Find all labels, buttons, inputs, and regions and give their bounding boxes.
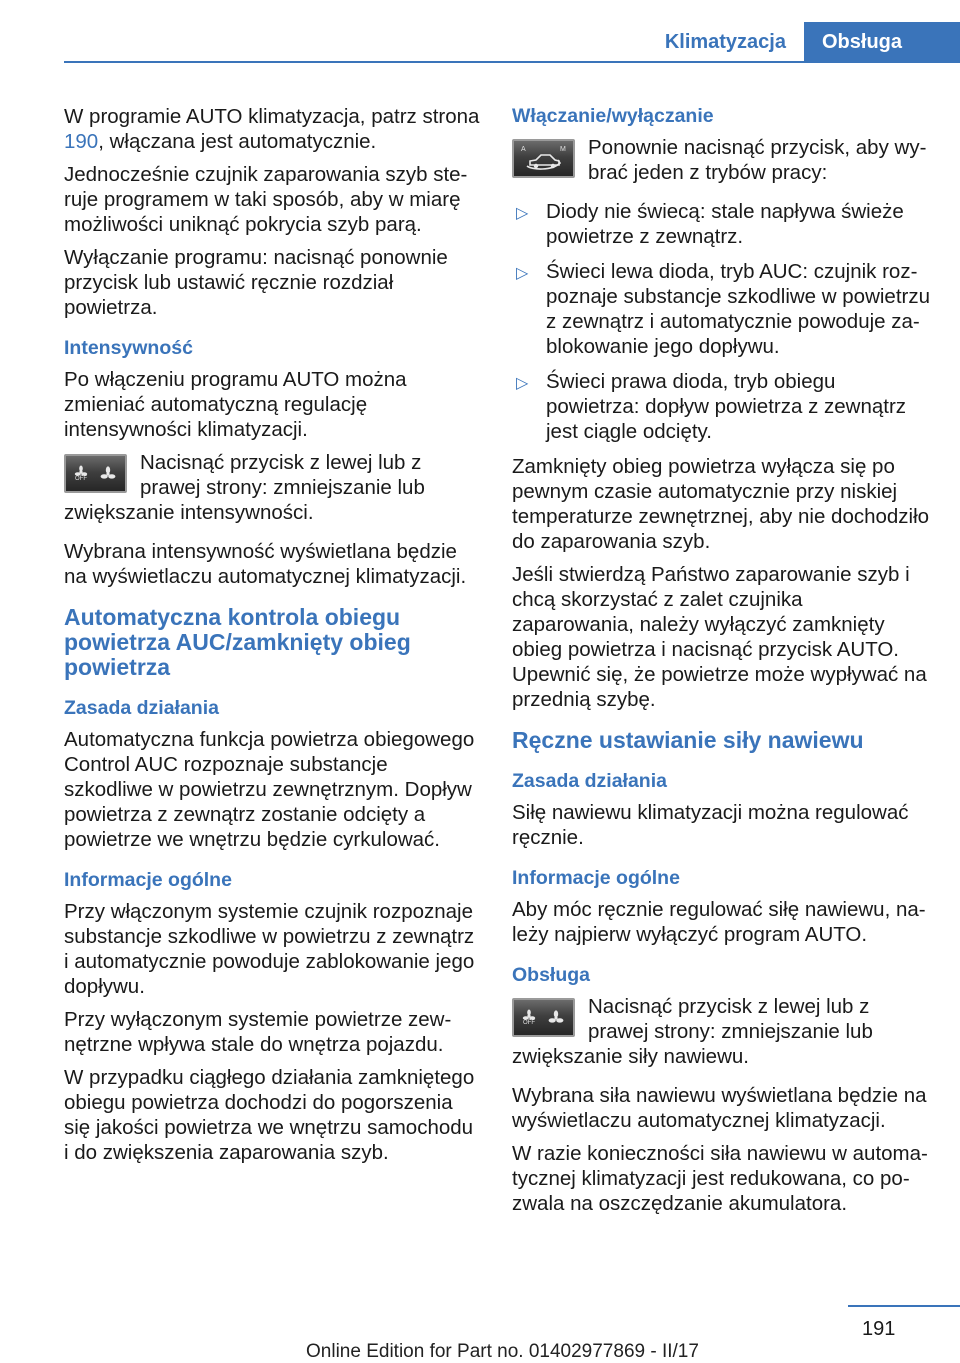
off-label: OFF bbox=[523, 1020, 535, 1026]
paragraph: Po włączeniu programu AUTO można zmieniać automatyczną regulację intensywności klimatyzacji. bbox=[64, 368, 407, 441]
a-label: A bbox=[521, 146, 526, 153]
page-link[interactable]: 190 bbox=[64, 130, 99, 153]
paragraph: Wybrana siła nawiewu wyświetlana będzie na wyświetlaczu automatycznej klimatyzacji. bbox=[512, 1084, 927, 1132]
heading-operation: Obsługa bbox=[512, 964, 591, 986]
page-number: 191 bbox=[862, 1318, 896, 1340]
paragraph: Przy włączonym systemie czujnik rozpoznaje substancje szkodliwe w powietrzu z zewnątrz i automatycznie powoduje zablokowanie jego dopływu. bbox=[64, 900, 475, 998]
instruction-text: Ponownie nacisnąć przycisk, aby wybrać jeden z trybów pracy: bbox=[588, 136, 927, 184]
paragraph: Siłę nawiewu klimatyzacji można regulować ręcznie. bbox=[512, 801, 909, 849]
list-item-text: Świeci prawa dioda, tryb obiegu powietrza: dopływ powietrza z zewnątrz jest ciągle odcięty. bbox=[546, 370, 907, 443]
text: W programie AUTO klimatyzacja, patrz strona bbox=[64, 105, 480, 128]
triangle-bullet-icon: ▷ bbox=[516, 375, 529, 392]
off-label: OFF bbox=[75, 476, 87, 482]
fan-button-icon bbox=[64, 454, 127, 493]
tab-section-title: Klimatyzacja bbox=[664, 30, 786, 53]
triangle-bullet-icon: ▷ bbox=[516, 205, 529, 222]
paragraph: Wybrana intensywność wyświetlana będzie na wyświetlaczu automatycznej klimatyzacji. bbox=[64, 540, 467, 588]
list-item-text: Diody nie świecą: stale napływa świeże powietrze z zewnątrz. bbox=[546, 200, 904, 248]
paragraph bbox=[64, 104, 482, 154]
header-rule bbox=[64, 61, 960, 63]
edition-footer: Online Edition for Part no. 01402977869 - II/17 bbox=[306, 1341, 699, 1362]
header-tabs bbox=[643, 22, 960, 62]
instruction-with-icon bbox=[512, 135, 930, 185]
left-column bbox=[64, 104, 482, 1173]
paragraph: W przypadku ciągłego działania zamkniętego obiegu powietrza dochodzi do pogorszenia się jakości powietrza we wnętrzu samochodu i do zwiększenia zaparowania szyb. bbox=[64, 1066, 475, 1164]
heading-manual-blower: Ręczne ustawianie siły nawiewu bbox=[512, 727, 864, 753]
instruction-text: Nacisnąć przycisk z lewej lub z prawej strony: zmniejszanie lub zwiększanie intensywności. bbox=[64, 451, 425, 524]
list-item bbox=[512, 259, 930, 359]
heading-general-info: Informacje ogólne bbox=[64, 869, 232, 891]
paragraph: Aby móc ręcznie regulować siłę nawiewu, należy najpierw wyłączyć program AUTO. bbox=[512, 898, 926, 946]
list-item bbox=[512, 369, 930, 444]
paragraph: Zamknięty obieg powietrza wyłącza się po pewnym czasie automatycznie przy niskiej temperaturze zewnętrznej, aby nie dochodziło do zaparowania szyb. bbox=[512, 455, 930, 553]
paragraph: Jednocześnie czujnik zaparowania szyb steruje programem w taki sposób, aby w miarę możliwości uniknąć pokrycia szyb parą. bbox=[64, 163, 468, 236]
heading-intensity: Intensywność bbox=[64, 337, 193, 359]
right-column bbox=[512, 104, 930, 1224]
text: , włączana jest automatycznie. bbox=[98, 130, 377, 153]
heading-principle: Zasada działania bbox=[64, 697, 219, 719]
paragraph: Jeśli stwierdzą Państwo zaparowanie szyb i chcą skorzystać z zalet czujnika zaparowania, należy wyłączyć zamknięty obieg powietrza i nacisnąć przycisk AUTO. Upewnić się, że powietrze może wypływać na przednią szybę. bbox=[512, 563, 927, 711]
heading-general-info: Informacje ogólne bbox=[512, 867, 680, 889]
tab-chapter-title: Obsługa bbox=[804, 22, 960, 62]
paragraph: W razie konieczności siła nawiewu w automatycznej klimatyzacji jest redukowana, co pozwala na oszczędzanie akumulatora. bbox=[512, 1142, 928, 1215]
instruction-text: Nacisnąć przycisk z lewej lub z prawej strony: zmniejszanie lub zwiększanie siły nawiewu. bbox=[512, 995, 873, 1068]
instruction-with-icon bbox=[64, 450, 482, 525]
fan-button-icon bbox=[512, 998, 575, 1037]
triangle-bullet-icon: ▷ bbox=[516, 265, 529, 282]
m-label: M bbox=[560, 146, 566, 153]
paragraph: Przy wyłączonym systemie powietrze zewnętrzne wpływa stale do wnętrza pojazdu. bbox=[64, 1008, 452, 1056]
heading-auc: Automatyczna kontrola obiegu powietrza AUC/zamknięty obieg powietrza bbox=[64, 604, 411, 680]
auc-button-icon bbox=[512, 139, 575, 178]
instruction-with-icon bbox=[512, 994, 930, 1069]
paragraph: Wyłączanie programu: nacisnąć ponownie przycisk lub ustawić ręcznie rozdział powietrza. bbox=[64, 246, 448, 319]
heading-principle: Zasada działania bbox=[512, 770, 667, 792]
heading-on-off: Włączanie/wyłączanie bbox=[512, 105, 714, 127]
list-item-text: Świeci lewa dioda, tryb AUC: czujnik rozpoznaje substancje szkodliwe w powietrzu z zewnątrz i automatycznie powoduje zablokowanie jego dopływu. bbox=[546, 260, 931, 358]
mode-list bbox=[512, 199, 930, 444]
list-item bbox=[512, 199, 930, 249]
footer-rule bbox=[848, 1305, 960, 1307]
paragraph: Automatyczna funkcja powietrza obiegowego Control AUC rozpoznaje substancje szkodliwe w powietrzu zewnętrznym. Dopływ powietrza z zewnątrz zostanie odcięty a powietrze we wnętrzu będzie cyrkulować. bbox=[64, 728, 475, 851]
